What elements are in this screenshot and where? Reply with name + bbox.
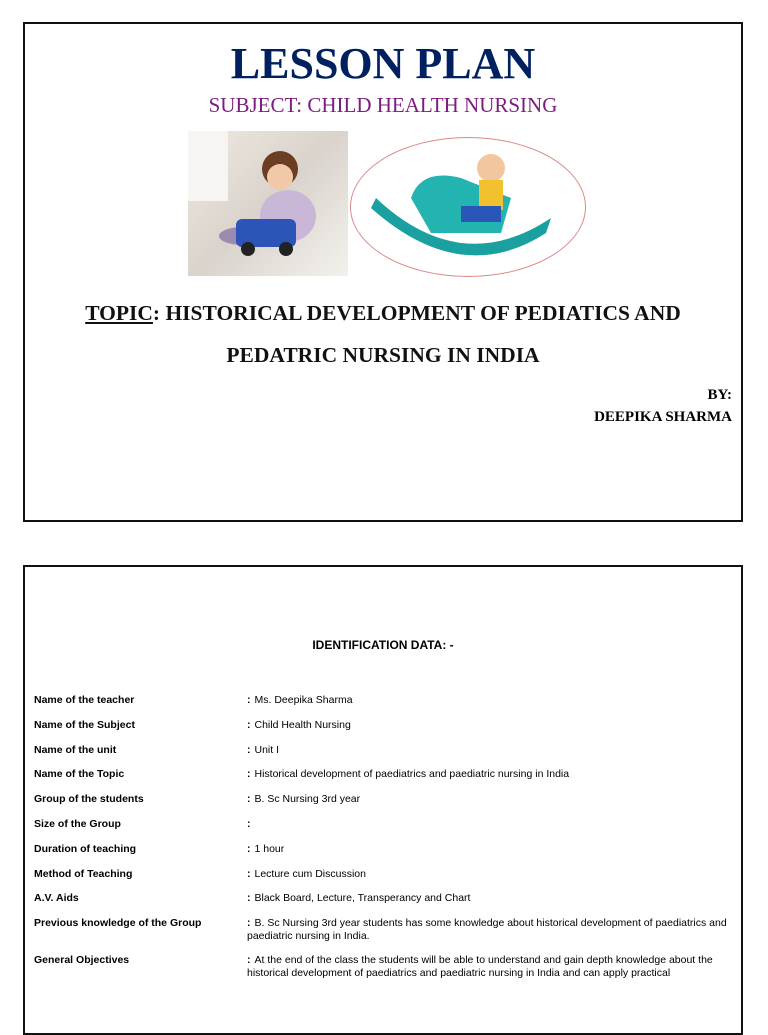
row-label: Method of Teaching bbox=[34, 867, 133, 880]
subject-heading: SUBJECT: CHILD HEALTH NURSING bbox=[208, 93, 558, 117]
row-value-text: Ms. Deepika Sharma bbox=[254, 694, 353, 706]
colon-separator: : bbox=[247, 917, 251, 930]
row-value-text: Unit I bbox=[254, 743, 280, 756]
row-label: Name of the teacher bbox=[34, 694, 135, 706]
topic-heading bbox=[25, 292, 741, 376]
table-row bbox=[34, 768, 732, 781]
author-name: DEEPIKA SHARMA bbox=[594, 409, 732, 425]
table-row bbox=[34, 868, 732, 881]
table-row bbox=[34, 818, 732, 831]
table-row bbox=[34, 719, 732, 732]
row-value bbox=[247, 868, 732, 881]
row-label: Previous knowledge of the Group bbox=[34, 917, 202, 930]
identification-table bbox=[34, 694, 732, 992]
row-value bbox=[247, 818, 732, 831]
baby-on-rocking-horse-image bbox=[350, 137, 586, 277]
row-value bbox=[247, 719, 732, 732]
table-row bbox=[34, 793, 732, 806]
table-row bbox=[34, 892, 732, 905]
identification-heading: IDENTIFICATION DATA: - bbox=[312, 638, 454, 652]
row-label: General Objectives bbox=[34, 954, 130, 967]
cover-page bbox=[23, 22, 743, 522]
row-label: Name of the Subject bbox=[34, 718, 135, 731]
row-value-text: B. Sc Nursing 3rd year bbox=[254, 793, 361, 806]
row-value-text: Child Health Nursing bbox=[254, 718, 351, 731]
colon-separator: : bbox=[247, 743, 251, 756]
document-title: LESSON PLAN bbox=[230, 39, 536, 88]
row-value bbox=[247, 744, 732, 757]
colon-separator: : bbox=[247, 694, 251, 706]
row-value bbox=[247, 793, 732, 806]
row-label: Group of the students bbox=[34, 793, 144, 806]
row-value bbox=[247, 954, 732, 979]
row-value bbox=[247, 768, 732, 781]
colon-separator: : bbox=[247, 842, 251, 855]
colon-separator: : bbox=[247, 954, 251, 967]
row-label: Name of the unit bbox=[34, 743, 117, 756]
colon-separator: : bbox=[247, 768, 251, 781]
row-value-text: At the end of the class the students will be able to understand and gain depth knowledge about the historical development of paediatrics and paediatric nursing in India and can apply practical bbox=[247, 954, 713, 979]
author-block bbox=[594, 384, 732, 428]
row-value bbox=[247, 694, 732, 707]
row-value bbox=[247, 917, 732, 942]
table-row bbox=[34, 843, 732, 856]
row-label: Name of the Topic bbox=[34, 768, 125, 781]
row-value-text: Lecture cum Discussion bbox=[254, 867, 366, 880]
table-row bbox=[34, 954, 732, 979]
colon-separator: : bbox=[247, 892, 251, 905]
topic-line-2: PEDATRIC NURSING IN INDIA bbox=[226, 343, 540, 367]
colon-separator: : bbox=[247, 817, 251, 830]
row-value-text: Black Board, Lecture, Transperancy and Chart bbox=[254, 892, 471, 905]
row-value bbox=[247, 843, 732, 856]
colon-separator: : bbox=[247, 793, 251, 806]
row-label: A.V. Aids bbox=[34, 892, 79, 905]
table-row bbox=[34, 694, 732, 707]
row-label: Duration of teaching bbox=[34, 842, 137, 855]
row-value-text: 1 hour bbox=[254, 842, 285, 855]
by-label: BY: bbox=[707, 387, 732, 403]
identification-page bbox=[23, 565, 743, 1035]
child-with-toy-car-image bbox=[188, 131, 348, 276]
colon-separator: : bbox=[247, 867, 251, 880]
topic-label: TOPIC bbox=[85, 301, 153, 325]
table-row bbox=[34, 744, 732, 757]
table-row bbox=[34, 917, 732, 942]
row-label: Size of the Group bbox=[34, 817, 121, 830]
row-value-text: B. Sc Nursing 3rd year students has some knowledge about historical development of paediatrics and paediatric nursing in India. bbox=[247, 917, 727, 942]
colon-separator: : bbox=[247, 718, 251, 731]
row-value bbox=[247, 892, 732, 905]
topic-line-1: : HISTORICAL DEVELOPMENT OF PEDIATICS AND bbox=[152, 301, 681, 325]
row-value-text: Historical development of paediatrics and paediatric nursing in India bbox=[254, 768, 570, 781]
